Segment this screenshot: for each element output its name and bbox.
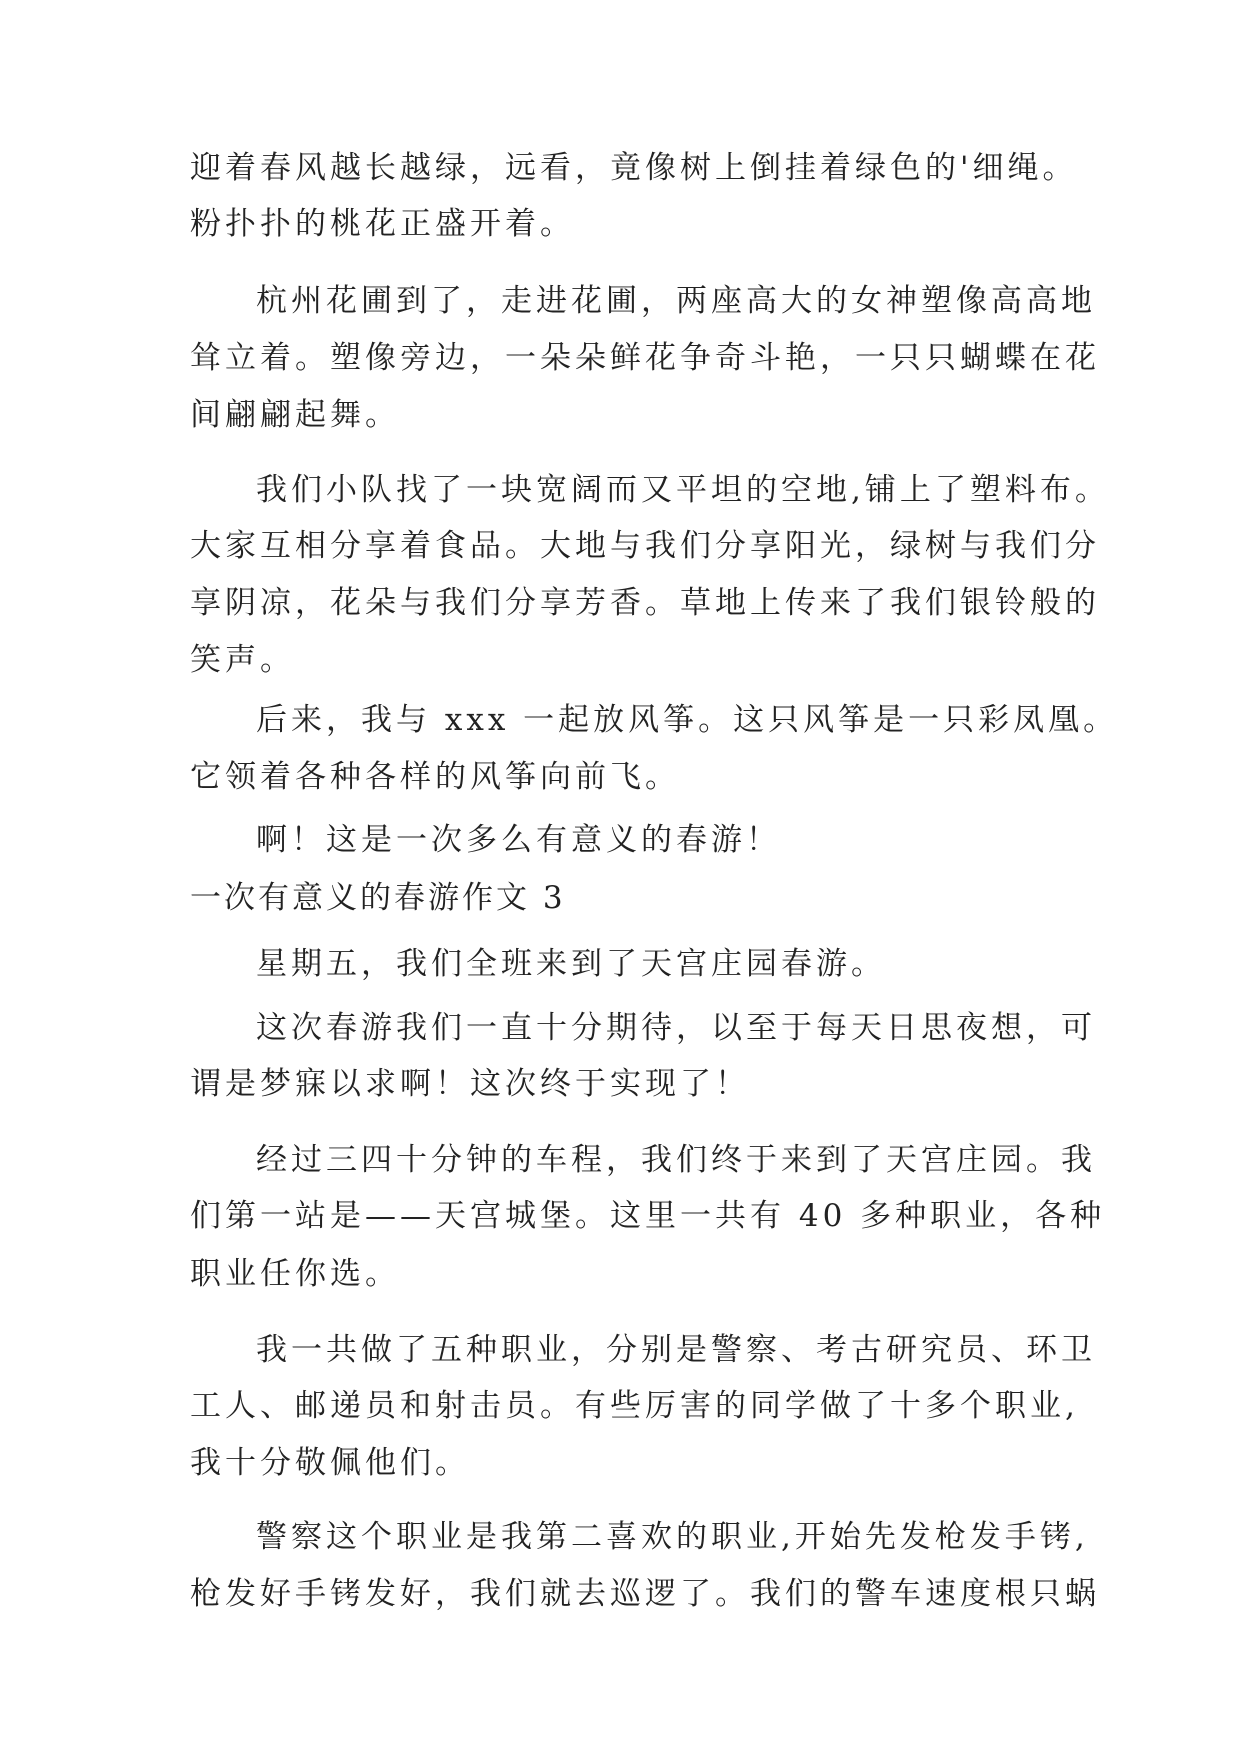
text-line: 枪发好手铐发好，我们就去巡逻了。我们的警车速度根只蜗 — [190, 1576, 1100, 1612]
text-line: 谓是梦寐以求啊！这次终于实现了！ — [190, 1066, 750, 1102]
paragraph-start-line: 经过三四十分钟的车程，我们终于来到了天宫庄园。我 — [256, 1142, 1096, 1178]
text-line: 耸立着。塑像旁边，一朵朵鲜花争奇斗艳，一只只蝴蝶在花 — [190, 340, 1100, 376]
text-line: 工人、邮递员和射击员。有些厉害的同学做了十多个职业, — [190, 1388, 1079, 1424]
paragraph-start-line: 我们小队找了一块宽阔而又平坦的空地,铺上了塑料布。 — [256, 472, 1110, 508]
text-line: 我十分敬佩他们。 — [190, 1445, 470, 1481]
text-line: 职业任你选。 — [190, 1256, 400, 1292]
paragraph-start-line: 星期五，我们全班来到了天宫庄园春游。 — [256, 946, 886, 982]
text-line: 它领着各种各样的风筝向前飞。 — [190, 759, 680, 795]
text-line: 迎着春风越长越绿，远看，竟像树上倒挂着绿色的'细绳。 — [190, 150, 1078, 186]
text-line: 大家互相分享着食品。大地与我们分享阳光，绿树与我们分 — [190, 528, 1100, 564]
text-line: 间翩翩起舞。 — [190, 397, 400, 433]
paragraph-start-line: 啊！这是一次多么有意义的春游！ — [256, 822, 781, 858]
paragraph-start-line: 我一共做了五种职业，分别是警察、考古研究员、环卫 — [256, 1332, 1096, 1368]
text-line: 享阴凉，花朵与我们分享芳香。草地上传来了我们银铃般的 — [190, 585, 1100, 621]
text-line: 粉扑扑的桃花正盛开着。 — [190, 206, 575, 242]
paragraph-start-line: 这次春游我们一直十分期待，以至于每天日思夜想，可 — [256, 1010, 1096, 1046]
section-heading: 一次有意义的春游作文 3 — [190, 880, 566, 916]
text-line: 笑声。 — [190, 642, 295, 678]
text-line: 们第一站是——天宫城堡。这里一共有 40 多种职业，各种 — [190, 1198, 1106, 1234]
paragraph-start-line: 警察这个职业是我第二喜欢的职业,开始先发枪发手铐, — [256, 1519, 1089, 1555]
paragraph-start-line: 杭州花圃到了，走进花圃，两座高大的女神塑像高高地 — [256, 283, 1096, 319]
paragraph-start-line: 后来，我与 xxx 一起放风筝。这只风筝是一只彩凤凰。 — [256, 702, 1119, 738]
